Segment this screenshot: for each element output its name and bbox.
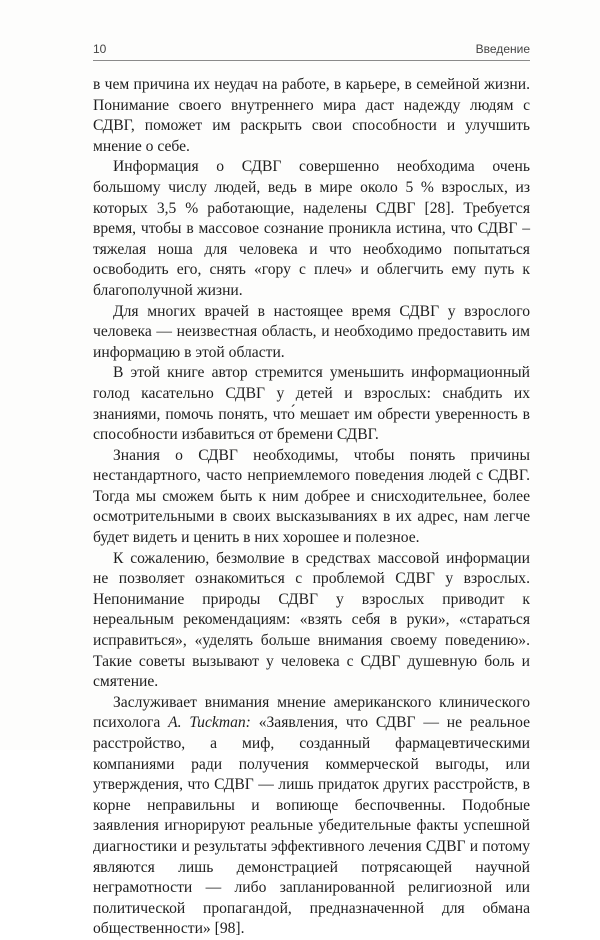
body-text [93,75,530,940]
paragraph-2: Информация о СДВГ совершенно необходима очень большому числу людей, ведь в мире около 5 % взрослых, из которых 3,5 % работающие, наделены СДВГ [28]. Требуется время, чтобы в массовое сознание проникла истина, что СДВГ – тяжелая ноша для человека и что необходимо попытаться освободить его, снять «гору с плеч» и облегчить ему путь к благополучной жизни. [93,158,530,299]
paragraph-1: в чем причина их неудач на работе, в карьере, в семейной жизни. Понимание своего внутреннего мира даст надежду людям с СДВГ, поможет им раскрыть свои способности и улучшить мнение о себе. [93,76,530,155]
running-head [93,42,530,62]
section-title: Введение [475,42,530,56]
paragraph-7 [93,693,530,940]
page-number: 10 [93,42,107,56]
paragraph-3: Для многих врачей в настоящее время СДВГ у взрослого человека — неизвестная область, и необходимо предоставить им информацию в этой области. [93,302,530,361]
header-rule [93,60,530,61]
paragraph-4: В этой книге автор стремится уменьшить информационный голод касательно СДВГ у детей и взрослых: снабдить их знаниями, помочь понять, что́ мешает им обрести уверенность в способности избавиться от бремени СДВГ. [93,364,530,444]
cited-author: A. Tuckman: [168,714,251,732]
paragraph-6: К сожалению, безмолвие в средствах массовой информации не позволяет ознакомиться с проблемой СДВГ у взрослых. Непонимание природы СДВГ у взрослых приводит к нереальным рекомендациям: «взять себя в руки», «стараться исправиться», «уделять больше внимания своему поведению». Такие советы вызывают у человека с СДВГ душевную боль и смятение. [93,549,530,691]
paragraph-5: Знания о СДВГ необходимы, чтобы понять причины нестандартного, часто неприемлемого поведения людей с СДВГ. Тогда мы сможем быть к ним добрее и снисходительнее, более осмотрительными в своих высказываниях в их адрес, нам легче будет видеть и ценить в них хорошее и полезное. [93,446,530,547]
paragraph-7-intro: Заслуживает внимания мнение американского клинического психолога [93,693,530,732]
paragraph-7-quote: «Заявления, что СДВГ — не реальное расстройство, а миф, созданный фармацевтическими компаниями ради получения коммерческой выгоды, или утверждения, что СДВГ — лишь придаток других расстройств, в корне неправильны и вопиюще беспочвенны. Подобные заявления игнорируют реальные убедительные факты успешной диагностики и результаты эффективного лечения СДВГ и потому являются лишь демонстрацией потрясающей научной неграмотности — либо запланированной религиозной или политической пропагандой, предназначенной для обмана общественности» [98]. [93,714,530,938]
